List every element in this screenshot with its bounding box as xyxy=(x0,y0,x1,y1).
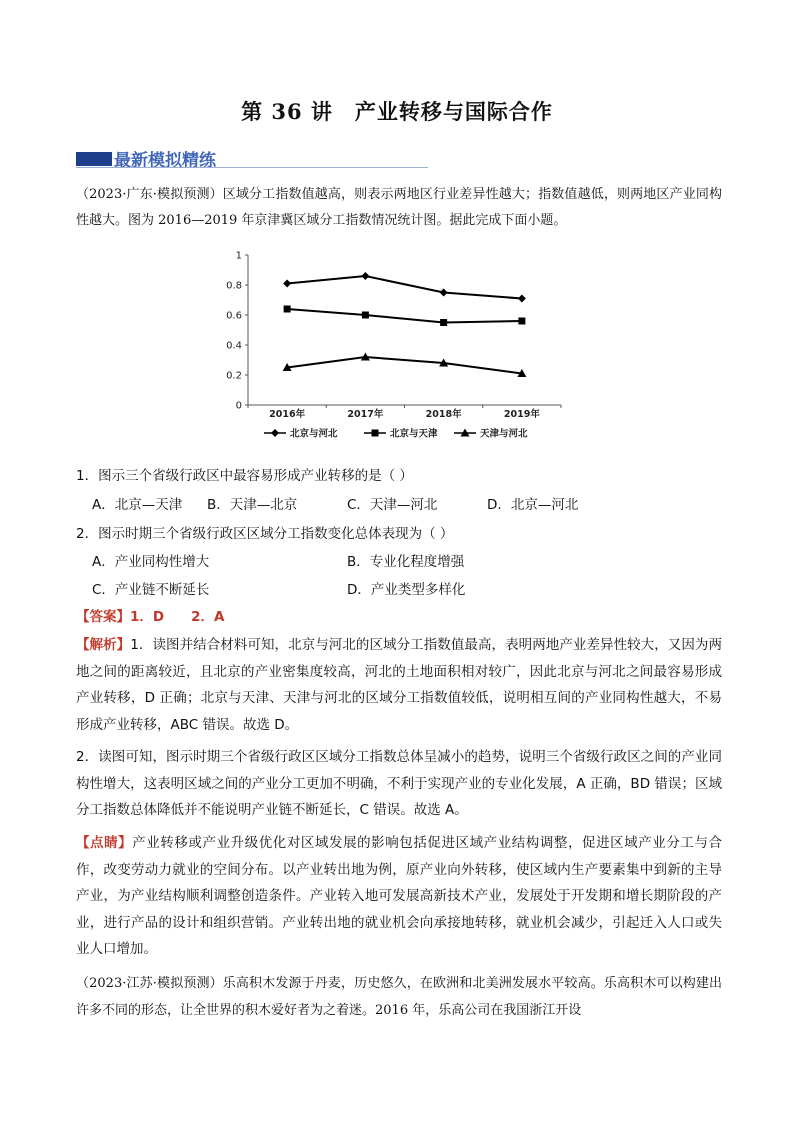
question-1-option-c: C．天津—河北 xyxy=(347,497,438,513)
question-1-option-a: A．北京—天津 xyxy=(92,497,183,513)
line-chart xyxy=(226,245,566,445)
y-tick-label: 0.4 xyxy=(226,340,242,352)
legend-label: 天津与河北 xyxy=(480,428,528,440)
y-tick-label: 0.8 xyxy=(226,280,242,292)
x-tick-label: 2016年 xyxy=(269,409,306,420)
question-1-option-b: B．天津—北京 xyxy=(207,497,298,513)
y-tick-label: 0.2 xyxy=(226,370,242,382)
data-point xyxy=(440,319,447,326)
question-2-stem: 2．图示时期三个省级行政区区域分工指数变化总体表现为（ ） xyxy=(76,526,454,542)
point-block xyxy=(76,830,722,963)
answer-tag: 【答案】 xyxy=(76,609,130,625)
point-tag: 【点睛】 xyxy=(76,835,133,851)
y-tick-label: 0.6 xyxy=(226,310,242,322)
data-point xyxy=(440,289,448,297)
legend-marker xyxy=(271,429,279,437)
analysis-tag: 【解析】 xyxy=(76,637,131,653)
y-tick-label: 0 xyxy=(235,400,242,412)
data-point xyxy=(361,272,369,280)
question-2-option-b: B．专业化程度增强 xyxy=(347,554,465,570)
legend-label: 北京与天津 xyxy=(390,428,438,440)
chart-legend xyxy=(264,428,528,440)
analysis-block-1 xyxy=(76,632,722,738)
series-line-2 xyxy=(287,357,522,374)
series-line-0 xyxy=(287,276,522,299)
section-header xyxy=(76,146,428,172)
section-label: 最新模拟精练 xyxy=(114,151,216,171)
intro-paragraph-2: （2023·江苏·模拟预测）乐高积木发源于丹麦，历史悠久，在欧洲和北美洲发展水平较高。乐高积木可以构建出许多不同的形态，让全世界的积木爱好者为之着迷。2016 年，乐高公司在我国浙江开设 xyxy=(76,976,722,1018)
data-point xyxy=(518,295,526,303)
section-flag xyxy=(76,152,112,166)
question-2-option-d: D．产业类型多样化 xyxy=(347,582,466,598)
answer-text: 1．D 2．A xyxy=(130,609,225,625)
answer-line xyxy=(76,604,722,631)
point-text: 产业转移或产业升级优化对区域发展的影响包括促进区域产业结构调整，促进区域产业分工与合作，改变劳动力就业的空间分布。以产业转出地为例，原产业向外转移，使区域内生产要素集中到新的主导产业，为产业结构顺利调整创造条件。产业转入地可发展高新技术产业，发展处于开发期和增长期阶段的产业，进行产品的设计和组织营销。产业转出地的就业机会向承接地转移，就业机会减少，引起迁入人口或失业人口增加。 xyxy=(76,835,723,957)
series-line-1 xyxy=(287,309,522,323)
x-tick-label: 2018年 xyxy=(425,409,462,420)
question-1-option-d: D．北京—河北 xyxy=(487,497,579,513)
page-title: 第 36 讲 产业转移与国际合作 xyxy=(241,99,553,124)
data-point xyxy=(283,280,291,288)
analysis-block-2: 2．读图可知，图示时期三个省级行政区区域分工指数总体呈减小的趋势，说明三个省级行政区之间的产业同构性增大，这表明区域之间的产业分工更加不明确，不利于实现产业的专业化发展，A 正确，BD 错误；区域分工指数总体降低并不能说明产业链不断延长，C 错误。故选 A。 xyxy=(76,749,722,818)
section-underline xyxy=(76,167,428,168)
intro-paragraph-1: （2023·广东·模拟预测）区域分工指数值越高，则表示两地区行业差异性越大；指数值越低，则两地区产业同构性越大。图为 2016—2019 年京津冀区域分工指数情况统计图。据此完成下面小题。 xyxy=(76,187,722,228)
question-1-stem: 1．图示三个省级行政区中最容易形成产业转移的是（ ） xyxy=(76,468,413,484)
legend-marker xyxy=(372,430,379,437)
chart-series xyxy=(283,272,527,377)
data-point xyxy=(284,306,291,313)
question-2-option-c: C．产业链不断延长 xyxy=(92,582,210,598)
x-tick-label: 2019年 xyxy=(503,409,540,420)
x-tick-label: 2017年 xyxy=(347,409,384,420)
question-2-option-a: A．产业同构性增大 xyxy=(92,554,210,570)
legend-label: 北京与河北 xyxy=(290,428,338,440)
chart-axes xyxy=(226,251,561,421)
analysis-text-1: 1．读图并结合材料可知，北京与河北的区域分工指数值最高，表明两地产业差异性较大，又因为两地之间的距离较近，且北京的产业密集度较高，河北的土地面积相对较广，因此北京与河北之间最容易形成产业转移，D 正确；北京与天津、天津与河北的区域分工指数值较低，说明相互间的产业同构性越大，不易形成产业转移，ABC 错误。故选 D。 xyxy=(76,637,722,733)
y-tick-label: 1 xyxy=(235,250,242,262)
data-point xyxy=(518,318,525,325)
data-point xyxy=(362,312,369,319)
